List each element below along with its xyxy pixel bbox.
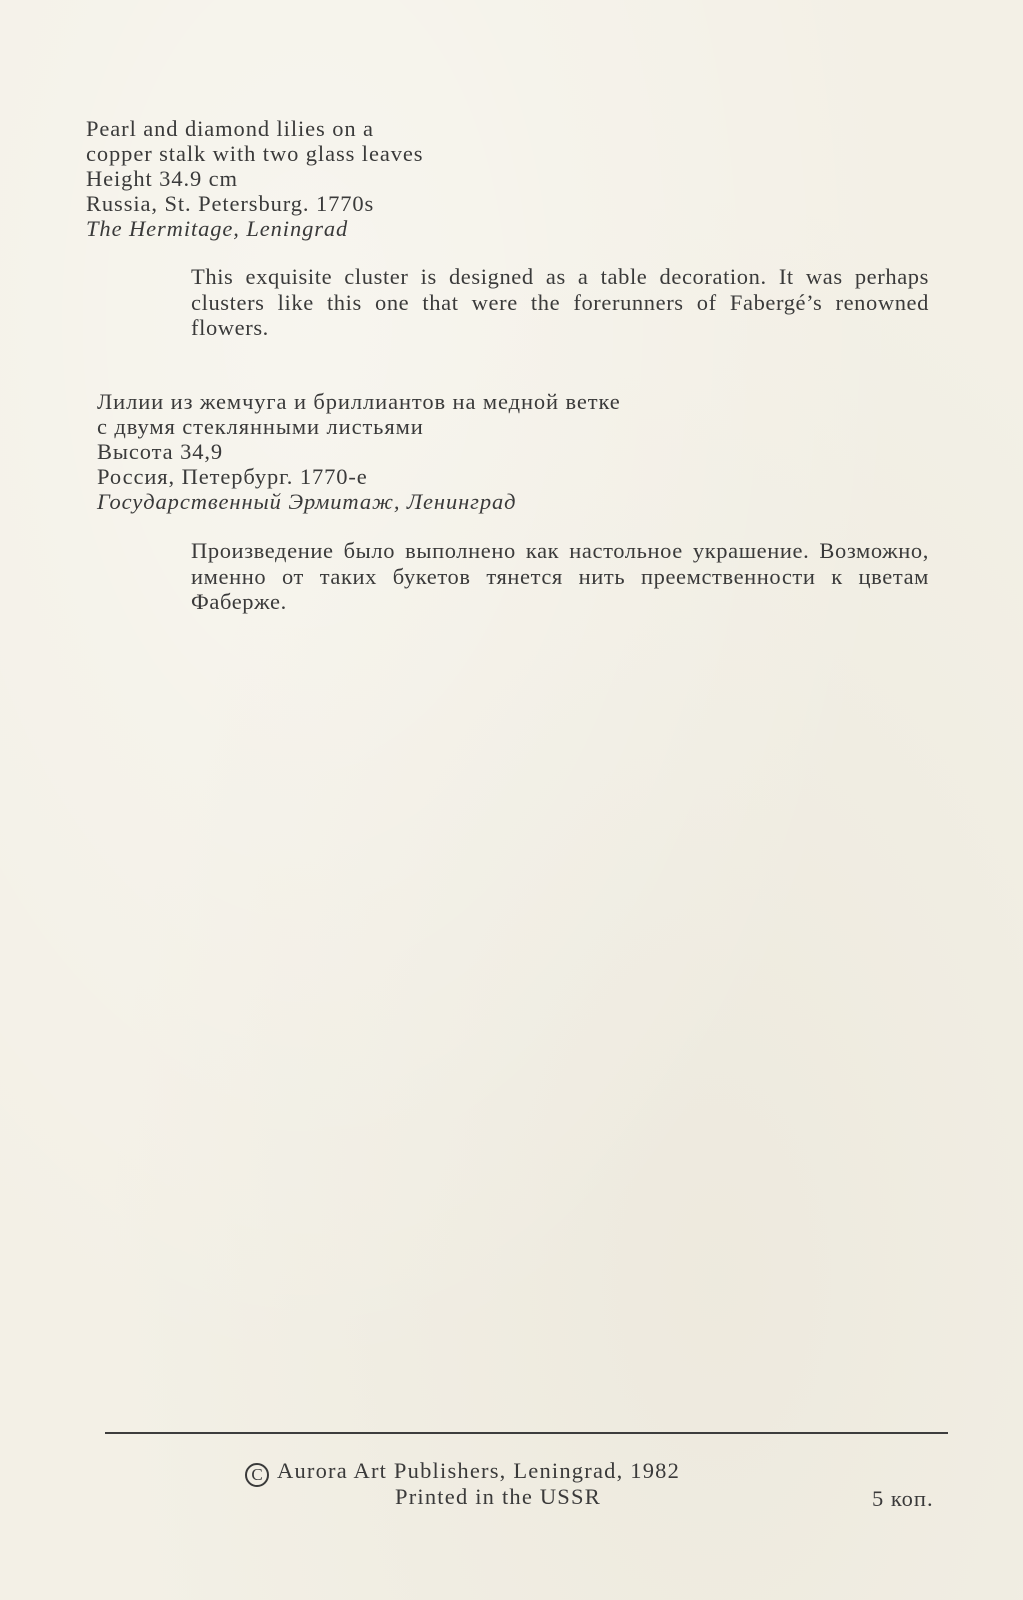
russian-description: Произведение было выполнено как настольное украшение. Возможно, именно от таких букетов тянется нить преемственности к цветам Фаберже. [191, 538, 929, 614]
copyright-line [245, 1458, 680, 1487]
russian-origin: Россия, Петербург. 1770-е [97, 464, 368, 489]
russian-title-line-2: с двумя стеклянными листьями [97, 414, 424, 439]
english-title-line-2: copper stalk with two glass leaves [86, 141, 424, 166]
english-caption [86, 116, 423, 241]
price-text: 5 коп. [872, 1486, 934, 1511]
russian-collection: Государственный Эрмитаж, Ленинград [97, 489, 517, 514]
english-title-line-1: Pearl and diamond lilies on a [86, 116, 374, 141]
english-height: Height 34.9 cm [86, 166, 238, 191]
english-description: This exquisite cluster is designed as a table decoration. It was perhaps clusters like this one that were the forerunners of Fabergé’s renowned flowers. [191, 264, 929, 340]
russian-title-line-1: Лилии из жемчуга и бриллиантов на медной ветке [97, 389, 621, 414]
copyright-icon: C [245, 1463, 269, 1487]
footer-divider [105, 1432, 948, 1434]
english-collection: The Hermitage, Leningrad [86, 216, 349, 241]
printed-in-text: Printed in the USSR [395, 1484, 601, 1509]
russian-caption [97, 389, 621, 514]
russian-height: Высота 34,9 [97, 439, 224, 464]
english-origin: Russia, St. Petersburg. 1770s [86, 191, 375, 216]
publisher-text: Aurora Art Publishers, Leningrad, 1982 [277, 1458, 681, 1483]
